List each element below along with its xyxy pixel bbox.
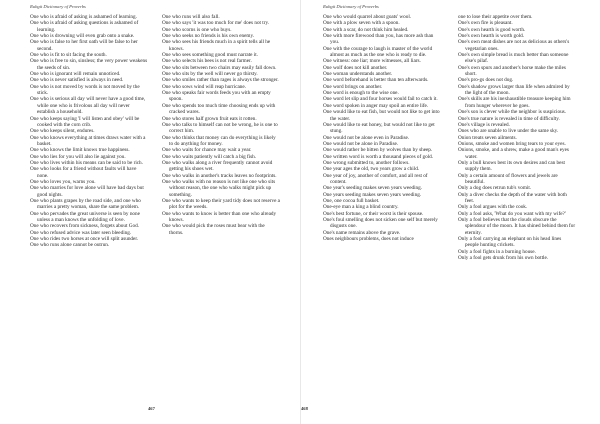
proverb-entry: One who rides two horses at once will split asunder. — [30, 236, 139, 243]
proverb-entry: One who wants to know is better than one who already knows. — [162, 210, 277, 223]
proverb-entry: One's own spurs and another's horse make the miles short. — [458, 64, 566, 78]
proverb-entry: One years seeding makes seven years weeding. — [323, 191, 422, 198]
proverb-entry: One who is serious all day will never have a good time, while one who is frivolous all day will never establish a household. — [30, 96, 146, 116]
proverb-entry: One who looks for a friend without faults will have none. — [30, 166, 137, 179]
proverb-entry: One wolf does not kill another. — [323, 64, 388, 71]
proverb-entry: One's pro-gs does not dog. — [458, 77, 514, 84]
proverb-entry: One who runs alone cannot be outrun. — [30, 242, 110, 249]
proverb-entry: One's own hearth is worth gold. — [458, 33, 525, 40]
proverb-entry: Onion treats seven ailments. — [458, 134, 517, 141]
proverb-entry: One year ages the old, two years grow a child. — [323, 166, 420, 173]
proverb-entry: One would not be alone even in Paradise. — [323, 134, 410, 141]
proverb-entry: One who knows everything at times draws water with a basket. — [30, 134, 146, 147]
proverb-entry: One who smiles rather than rages is always the stronger. — [162, 77, 279, 84]
proverb-entry: One who is not moved by words is not moved by the stick. — [30, 83, 140, 97]
proverb-entry: Ones who are unable to live under the same sky. — [458, 128, 559, 135]
proverb-entry: One's own hearth is good worth. — [458, 26, 526, 33]
proverb-entry: One woman understands another. — [323, 71, 393, 78]
proverb-entry: One who says 'it was too much for me' does not try. — [162, 20, 269, 27]
proverb-entry: Only a fool gets drunk from his own bottle. — [458, 255, 549, 262]
proverb-entry: One with more firewood than you, has more ash than you. — [323, 33, 434, 46]
proverb-entry: One who thinks that money can do everything is likely to do anything for money. — [162, 134, 276, 147]
proverb-entry: One who sees something good must narrate it. — [162, 52, 258, 59]
proverb-entry: One word brings on another. — [323, 83, 383, 90]
proverb-entry: Onions, smoke and women bring tears to your eyes. — [458, 140, 566, 147]
proverb-entry: one to lose their appetite over them. — [458, 14, 533, 20]
proverb-entry: One word is enough to the wise one. — [323, 90, 399, 97]
proverb-entry: One who lies for you will also lie against you. — [30, 153, 126, 160]
proverb-entry: One who pervades the great universe is seen by none unless a man knows the unfolding of love. — [30, 210, 140, 223]
proverb-entry: One who is never satisfied is always in need. — [30, 77, 124, 84]
proverb-entry: Only a diver checks the depth of the water with both feet. — [458, 191, 567, 204]
proverb-entry: One who sows wind will reap hurricane. — [162, 83, 246, 90]
proverb-entry: One who would quarrel about goats' wool. — [323, 14, 412, 20]
proverb-entry: One who is drowning will even grab onto a snake. — [30, 33, 135, 40]
proverb-entry: One who is false to her first oath will be false to her second. — [30, 39, 138, 52]
proverb-entry: One written word is worth a thousand pieces of gold. — [323, 153, 434, 160]
proverb-entry: One who is afraid of asking questions is ashamed of learning. — [30, 20, 139, 33]
proverb-entry: One's village is revealed. — [458, 121, 510, 128]
proverb-entry: One wrong submitted to, another follows. — [323, 159, 410, 166]
proverb-entry: One who selects his bees is not real farmer. — [162, 58, 252, 65]
proverb-entry: One who walks in another's tracks leaves no footprints. — [162, 172, 277, 179]
proverb-entry: One with a plow seven with a spoon. — [323, 20, 400, 27]
proverb-entry: One, one cocoa full basket. — [323, 197, 380, 204]
proverb-entry: Onions, smoke, and a shrew, make a good man's eyes water. — [458, 147, 569, 160]
proverb-entry: One-eye man a king a blind country. — [323, 204, 399, 211]
proverb-entry: One who knows the limit knows true happiness. — [30, 147, 130, 154]
proverb-entry: One who keeps silent, endures. — [30, 128, 95, 135]
proverb-entry: One who waits for chance may wait a year. — [162, 147, 252, 154]
proverb-entry: One's skills are his inexhaustible treasure keeping him from hunger wherever he goes. — [458, 96, 571, 109]
proverb-entry: One's son is clever while the neighbor is suspicious. — [458, 109, 566, 116]
proverb-entry: One who speaks fair words feeds you with an empty spoon. — [162, 90, 271, 103]
proverb-entry: One who wants to keep their yard tidy does not reserve a plot for the weeds. — [162, 197, 280, 211]
left-column-2 — [162, 14, 280, 236]
proverb-entry: One who would pick the roses must bear with the thorns. — [162, 223, 265, 236]
proverb-entry: One who sees his friends much in a spirit tells all he knows. — [162, 39, 271, 52]
proverb-entry: One word spoken in anger may spoil an entire life. — [323, 102, 429, 109]
running-head-right: Rubgit Dictionary of Proverbs — [323, 4, 379, 9]
proverb-entry: One who is free to sin, sinsless; the very power weakens the seeds of sin. — [30, 58, 148, 71]
proverb-entry: One who marries for love alone will have bad days but good nights. — [30, 185, 144, 198]
proverb-entry: One year of joy, another of comfort, and all rest of content. — [323, 172, 428, 185]
proverb-entry: Only a fool fights in a burning house. — [458, 248, 536, 255]
proverb-entry: Ones neighbours problems, does not induce — [323, 236, 414, 243]
proverb-entry: One who runs will also fall. — [162, 14, 220, 20]
proverb-entry: One who sits between two chairs may easily fall down. — [162, 64, 277, 71]
proverb-entry: One who refused advice was later seen bleeding. — [30, 229, 132, 236]
running-head-left: Rubgit Dictionary of Proverbs — [30, 4, 86, 9]
proverb-entry: One who scorns is one who buys. — [162, 26, 232, 33]
proverb-entry: One would not be alone in Paradise. — [323, 140, 399, 147]
proverb-entry: One's name remains above the grave. — [323, 229, 401, 236]
proverb-entry: One who seeks no friends is his own enemy. — [162, 33, 255, 40]
proverb-entry: Only a dog does retrun tub's vomit. — [458, 185, 532, 192]
proverb-entry: One who is afraid of asking is ashamed of learning. — [30, 14, 137, 20]
proverb-entry: One who plants grapes by the road side, and one who marries a pretty woman, share the same problem. — [30, 197, 141, 211]
proverb-entry: One word beforehand is better than ten afterwards. — [323, 77, 429, 84]
proverb-entry: One's true nature is revealed in time of difficulty. — [458, 115, 560, 122]
proverb-entry: One who walks with no reason is not like one who sits without reason, the one who walks might pick up something. — [162, 178, 276, 198]
proverb-entry: One would rather be bitten by wolves than by sheep. — [323, 147, 433, 154]
left-column-1 — [30, 14, 148, 249]
proverb-entry: One would like to eat honey, but would not like to get stung. — [323, 121, 435, 135]
proverb-entry: One's own fire is pleasant. — [458, 20, 513, 27]
proverb-entry: One who talks to himself can not be wrong, he is one to correct him. — [162, 121, 278, 135]
proverb-entry: One's shadow grows larger than life when admired by the light of the moon. — [458, 83, 570, 97]
page-number-right: 468 — [301, 406, 308, 411]
proverb-entry: One who is ignorant will remain unnoticed. — [30, 71, 121, 78]
proverb-entry: One's best fortune, or their worst is their spouse. — [323, 210, 424, 217]
proverb-entry: Only a fool argues with the cook. — [458, 204, 528, 211]
proverb-entry: Only a fool believes that the clouds obscure the splendour of the moon. It has shined behind them for eternity. — [458, 217, 576, 236]
proverb-entry: One who recovers from sickness, forgets about God. — [30, 223, 139, 230]
proverb-entry: Only a bull knows best its own desires and can best supply them. — [458, 159, 565, 173]
proverb-entry: One who is fit to sit facing the south. — [30, 52, 107, 59]
proverb-entry: One who loves you, warns you. — [30, 178, 96, 185]
proverb-entry: One year's seeding makes seven years weeding. — [323, 185, 423, 192]
proverb-entry: One who walks along a river frequently cannot avoid getting his shoes wet. — [162, 159, 273, 173]
proverb-entry: One who sits by the well will never go thirsty. — [162, 71, 258, 78]
proverb-entry: One with a scar, do not think him healed. — [323, 26, 409, 33]
proverb-entry: One's own simple bread is much better than someone else's pilaf. — [458, 52, 569, 65]
proverb-entry: One who lives within his means can be said to be rich. — [30, 159, 143, 166]
right-column-1 — [323, 14, 441, 242]
proverb-entry: Only a fool carrying an elephant on his head lines people hunting crickets. — [458, 236, 562, 249]
proverb-entry: One who waits patiently will catch a big fish. — [162, 153, 257, 160]
proverb-entry: One who keeps saying 'I will listen and obey' will be cooked with the corn crib. — [30, 115, 140, 128]
page-number-left: 467 — [148, 406, 155, 411]
proverb-entry: One's foul smelling does not sicken one self but merely disgusts one. — [323, 217, 438, 230]
proverb-entry: One word let slip and four horses would fail to catch it. — [323, 96, 438, 103]
right-page — [300, 0, 600, 424]
proverb-entry: One would like to eat fish, but would not like to get into the water. — [323, 109, 440, 122]
right-column-2 — [458, 14, 576, 261]
proverb-entry: One witness: one liar; more witnesses, all liars. — [323, 58, 421, 65]
proverb-entry: One with the courage to laugh is master of the world almost as much as the one who is ready to die. — [323, 45, 433, 59]
proverb-entry: One who spends too much time choosing ends up with cracked wares. — [162, 102, 276, 116]
proverb-entry: Only a certain amount of flowers and jewels are beautiful. — [458, 172, 558, 185]
proverb-entry: One's own meat dishes are not as delicious as others's vegetarian ones. — [458, 39, 570, 52]
proverb-entry: One who stores half grown fruit eats it rotten. — [162, 115, 257, 122]
proverb-entry: Only a fool asks, 'What do you want with my wife?' — [458, 210, 566, 217]
